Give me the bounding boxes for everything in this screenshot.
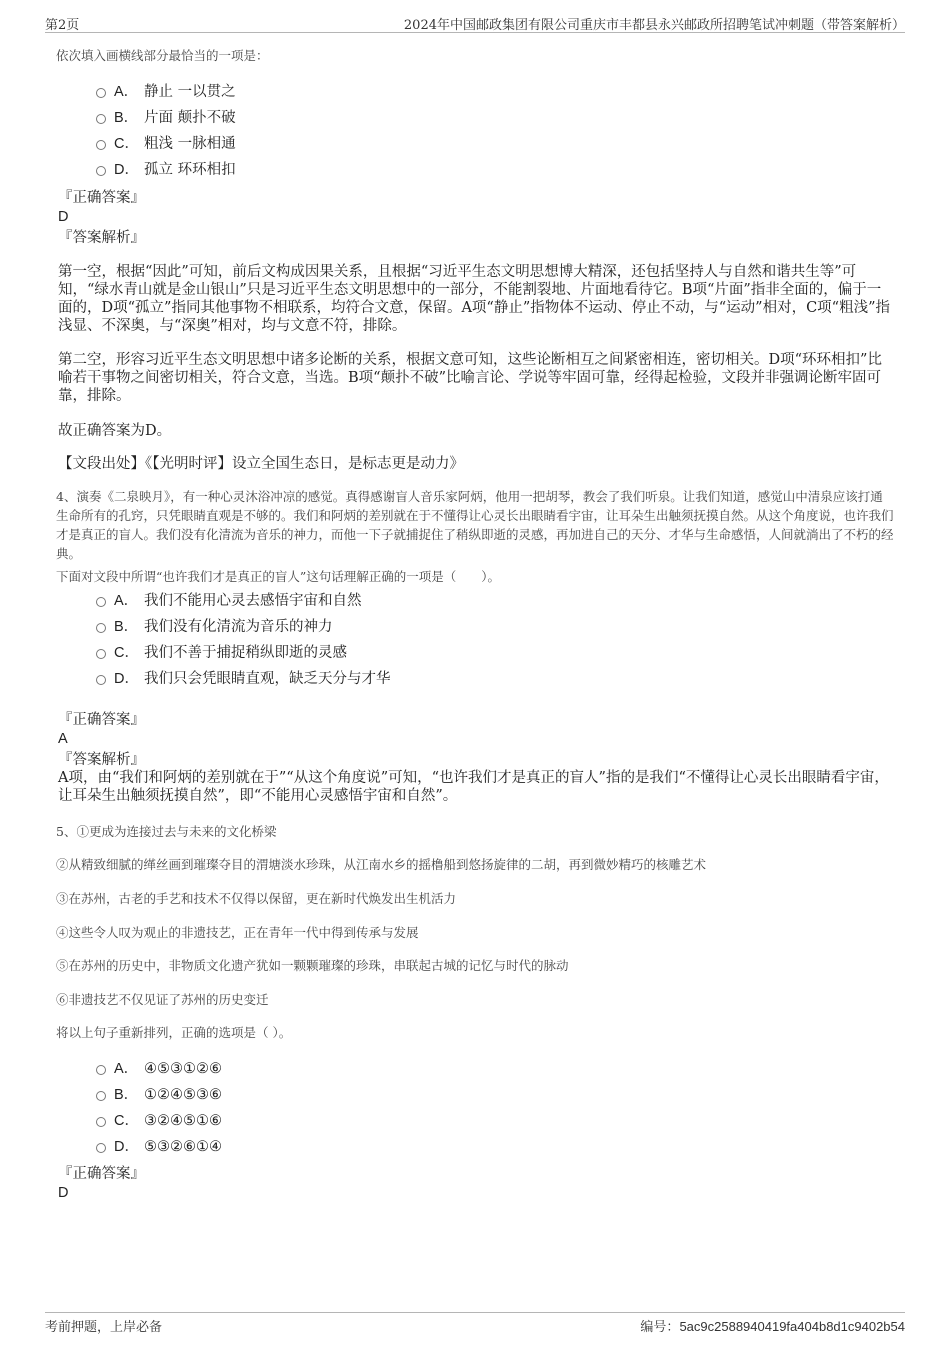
radio-icon[interactable] <box>96 675 106 685</box>
q3-answer-label: 『正确答案』 <box>58 190 145 206</box>
document-code: 编号：5ac9c2588940419fa404b8d1c9402b54 <box>640 1319 905 1335</box>
q5-sentence-1: 5、①更成为连接过去与未来的文化桥梁 <box>56 824 277 839</box>
radio-icon[interactable] <box>96 1091 106 1101</box>
q5-sentence-3: ③在苏州，古老的手艺和技术不仅得以保留，更在新时代焕发出生机活力 <box>56 891 457 906</box>
radio-icon[interactable] <box>96 1117 106 1127</box>
q5-sentence-4: ④这些令人叹为观止的非遗技艺，正在青年一代中得到传承与发展 <box>56 925 419 940</box>
page-header <box>45 14 905 33</box>
q5-sentence-2: ②从精致细腻的缂丝画到璀璨夺目的渭塘淡水珍珠，从江南水乡的摇橹船到悠扬旋律的二胡，再到微妙精巧的核雕艺术 <box>56 857 707 872</box>
radio-icon[interactable] <box>96 114 106 124</box>
q4-option-a[interactable]: A． 我们不能用心灵去感悟宇宙和自然 <box>96 591 362 611</box>
q3-option-b[interactable]: B． 片面 颠扑不破 <box>96 108 236 128</box>
page-footer <box>45 1312 905 1335</box>
document-title: 2024年中国邮政集团有限公司重庆市丰都县永兴邮政所招聘笔试冲刺题（带答案解析） <box>403 18 905 33</box>
q5-option-d[interactable]: D． ⑤③②⑥①④ <box>96 1137 222 1157</box>
q3-prompt: 依次填入画横线部分最恰当的一项是： <box>56 48 269 63</box>
q3-analysis-label: 『答案解析』 <box>58 230 145 246</box>
radio-icon[interactable] <box>96 623 106 633</box>
q5-option-b[interactable]: B． ①②④⑤③⑥ <box>96 1085 222 1105</box>
radio-icon[interactable] <box>96 140 106 150</box>
radio-icon[interactable] <box>96 166 106 176</box>
q3-analysis-paragraph-1: 第一空，根据“因此”可知，前后文构成因果关系，且根据“习近平生态文明思想博大精深，还包括坚持人与自然和谐共生等”可知，“绿水青山就是金山银山”只是习近平生态文明思想中的一部分，不能割裂地、片面地看待它。B项“片面”指非全面的，偏于一面的，D项“孤立”指同其他事物不相联系，均符合文意，保留。A项“静止”指物体不运动、停止不动，与“运动”相对，C项“粗浅”指浅显、不深奥，与“深奥”相对，均与文意不符，排除。 <box>58 264 890 334</box>
q5-answer: D <box>58 1185 69 1201</box>
q4-option-d[interactable]: D． 我们只会凭眼睛直观，缺乏天分与才华 <box>96 669 391 689</box>
q5-option-c[interactable]: C． ③②④⑤①⑥ <box>96 1111 222 1131</box>
q4-answer: A <box>58 731 68 747</box>
q4-answer-label: 『正确答案』 <box>58 712 145 728</box>
page-number: 第2页 <box>45 18 80 33</box>
q5-question: 将以上句子重新排列，正确的选项是（ ）。 <box>56 1025 292 1040</box>
q5-sentence-6: ⑥非遗技艺不仅见证了苏州的历史变迁 <box>56 992 269 1007</box>
q4-option-b[interactable]: B． 我们没有化清流为音乐的神力 <box>96 617 333 637</box>
q3-analysis-paragraph-2: 第二空，形容习近平生态文明思想中诸多论断的关系，根据文意可知，这些论断相互之间紧密相连，密切相关。D项“环环相扣”比喻若干事物之间密切相关，符合文意，当选。B项“颠扑不破”比喻言论、学说等牢固可靠，经得起检验，文段并非强调论断牢固可靠，排除。 <box>58 352 882 404</box>
q5-sentence-5: ⑤在苏州的历史中，非物质文化遗产犹如一颗颗璀璨的珍珠，串联起古城的记忆与时代的脉动 <box>56 958 569 973</box>
q4-analysis-label: 『答案解析』 <box>58 752 145 768</box>
q4-analysis: A项，由“我们和阿炳的差别就在于”“从这个角度说”可知，“也许我们才是真正的盲人”指的是我们“不懂得让心灵长出眼睛看宇宙，让耳朵生出触须抚摸自然”，即“不能用心灵感悟宇宙和自然”。 <box>58 770 889 804</box>
q4-stem: 4、演奏《二泉映月》，有一种心灵沐浴冲凉的感觉。真得感谢盲人音乐家阿炳，他用一把胡琴，教会了我们听泉。让我们知道，感觉山中清泉应该打通生命所有的孔窍，只凭眼睛直观是不够的。我们和阿炳的差别就在于不懂得让心灵长出眼睛看宇宙，让耳朵生出触须抚摸自然。从这个角度说，也许我们才是真正的盲人。我们没有化清流为音乐的神力，而他一下子就捕捉住了稍纵即逝的灵感，再加进自己的天分、才华与生命感悟，人间就淌出了不朽的经典。 <box>56 489 894 561</box>
q4-option-c[interactable]: C． 我们不善于捕捉稍纵即逝的灵感 <box>96 643 347 663</box>
radio-icon[interactable] <box>96 1143 106 1153</box>
radio-icon[interactable] <box>96 597 106 607</box>
q5-answer-label: 『正确答案』 <box>58 1166 145 1182</box>
q5-option-a[interactable]: A． ④⑤③①②⑥ <box>96 1059 222 1079</box>
q3-option-d[interactable]: D． 孤立 环环相扣 <box>96 160 236 180</box>
q3-conclusion: 故正确答案为D。 <box>58 423 172 439</box>
q3-source: 【文段出处】《【光明时评】设立全国生态日，是标志更是动力》 <box>58 456 464 472</box>
radio-icon[interactable] <box>96 88 106 98</box>
radio-icon[interactable] <box>96 1065 106 1075</box>
q3-answer: D <box>58 209 69 225</box>
q4-question: 下面对文段中所谓“也许我们才是真正的盲人”这句话理解正确的一项是（ ）。 <box>56 569 501 584</box>
radio-icon[interactable] <box>96 649 106 659</box>
q3-option-c[interactable]: C． 粗浅 一脉相通 <box>96 134 236 154</box>
footer-slogan: 考前押题，上岸必备 <box>45 1320 163 1335</box>
q3-option-a[interactable]: A． 静止 一以贯之 <box>96 82 236 102</box>
